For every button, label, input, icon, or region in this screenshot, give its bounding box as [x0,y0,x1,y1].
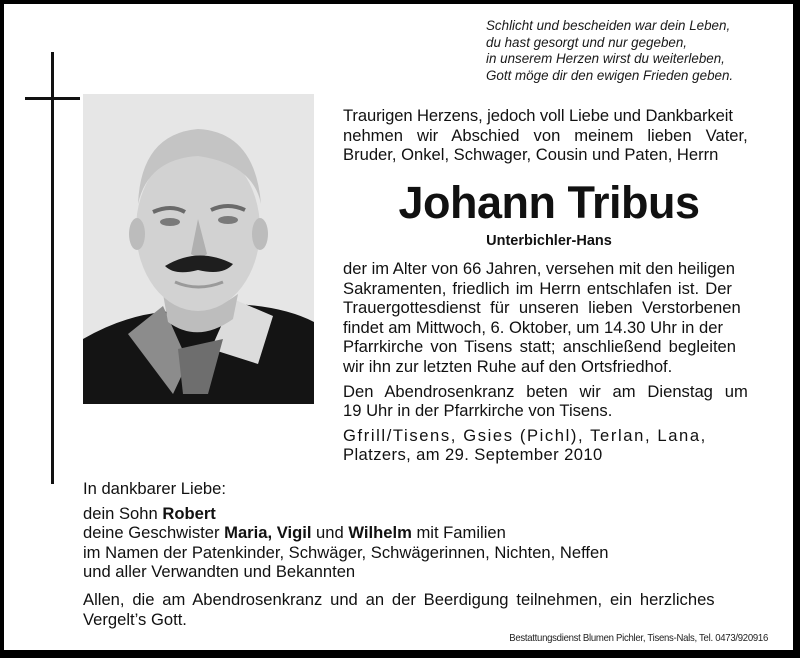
text-line [343,445,773,465]
relatives-line: und aller Verwandten und Bekannten [83,562,356,581]
text-span: dein Sohn [83,503,163,523]
text-span: Platzers, am 29. September 2010 [343,445,603,465]
text-line [343,382,773,402]
text-span: Pfarrkirche von Tisens statt; anschließend begleiten [343,337,737,357]
thanks-text [83,590,773,629]
mourners-heading: In dankbarer Liebe: [83,479,226,498]
intro-line: nehmen wir Abschied von meinem lieben Vater, [343,125,748,145]
portrait-photo [83,94,314,404]
mourners-list [83,479,783,582]
intro-text [343,106,773,165]
text-line [343,259,773,279]
cross-vertical-bar [51,52,54,484]
poem-line: Schlicht und bescheiden war dein Leben, [486,18,731,33]
text-span: wir ihn zur letzten Ruhe auf den Ortsfriedhof. [343,356,673,376]
portrait-illustration [83,94,314,404]
text-span: findet am Mittwoch, 6. Oktober, um 14.30 Uhr in der [343,317,723,337]
text-span: Allen, die am Abendrosenkranz und an der Beerdigung teilnehmen, ein herzliches [83,590,715,609]
rosary-details [343,382,773,421]
cross-horizontal-bar [25,97,80,100]
funeral-details [343,259,773,377]
memorial-poem [486,18,786,84]
poem-line: in unserem Herzen wirst du weiterleben, [486,51,725,67]
text-span: mit Familien [411,523,506,542]
sibling-names: Maria, Vigil [224,523,312,542]
text-span: deine Geschwister [83,523,225,542]
poem-line: Gott möge dir den ewigen Frieden geben. [486,67,734,83]
places-and-date [343,426,773,465]
deceased-name: Johann Tribus [398,177,700,228]
deceased-nickname: Unterbichler-Hans [486,233,612,249]
text-span: Sakramenten, friedlich im Herrn entschlafen ist. Der [343,278,732,298]
funeral-service-credit: Bestattungsdienst Blumen Pichler, Tisens-Nals, Tel. 0473/920916 [509,633,768,644]
text-line [343,298,773,318]
text-line [343,426,773,446]
text-line: Vergelt’s Gott. [83,609,187,629]
siblings-line [83,523,783,543]
intro-line: Traurigen Herzens, jedoch voll Liebe und Dankbarkeit [343,106,733,125]
text-span: Gfrill/Tisens, Gsies (Pichl), Terlan, Lana, [343,425,707,445]
son-line [83,504,783,524]
obituary-notice [4,4,793,650]
text-line [343,318,773,338]
text-line [343,337,773,357]
text-span: 19 Uhr in der Pfarrkirche von Tisens. [343,401,613,421]
poem-line: du hast gesorgt und nur gegeben, [486,34,688,50]
text-span: und [311,523,349,542]
text-span: Den Abendrosenkranz beten wir am Dienstag um [343,381,748,401]
text-line [343,279,773,299]
text-line [343,401,773,421]
son-name: Robert [162,503,216,523]
text-line [83,590,773,610]
sibling-name: Wilhelm [348,523,412,542]
intro-line: Bruder, Onkel, Schwager, Cousin und Paten, Herrn [343,145,719,164]
text-span: der im Alter von 66 Jahren, versehen mit den heiligen [343,259,736,278]
text-line [343,357,773,377]
godchildren-line: im Namen der Patenkinder, Schwäger, Schwägerinnen, Nichten, Neffen [83,542,609,562]
text-span: Trauergottesdienst für unseren lieben Verstorbenen [343,298,741,318]
announcement [343,259,773,465]
